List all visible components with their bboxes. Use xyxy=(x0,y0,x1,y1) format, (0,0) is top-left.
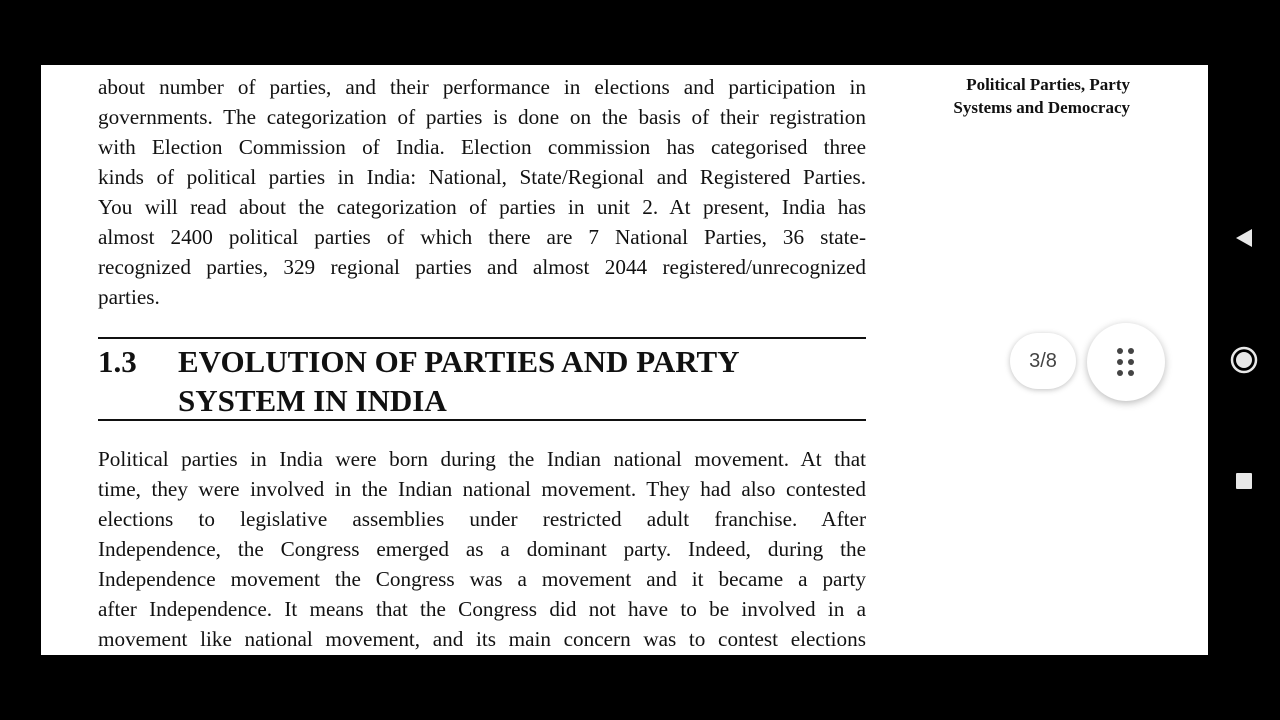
section-title xyxy=(178,342,838,420)
recents-square-icon xyxy=(1228,465,1260,497)
section-title-line-2: SYSTEM IN INDIA xyxy=(178,383,447,418)
running-head xyxy=(953,73,1130,119)
home-circle-icon xyxy=(1228,344,1260,376)
paragraph-2-line: after Independence. It means that the Congress did not have to be involved in a xyxy=(98,597,866,621)
paragraph-1-line: kinds of political parties in India: National, State/Regional and Registered Parties. xyxy=(98,165,866,189)
paragraph-2-line: Political parties in India were born during the Indian national movement. At that xyxy=(98,447,866,471)
section-rule-top xyxy=(98,337,866,339)
paragraph-1-line: governments. The categorization of parties is done on the basis of their registration xyxy=(98,105,866,129)
document-page[interactable] xyxy=(41,65,1208,655)
back-triangle-icon xyxy=(1228,222,1260,254)
drag-menu-button[interactable] xyxy=(1087,323,1165,401)
paragraph-2-line: movement like national movement, and its main concern was to contest elections xyxy=(98,627,866,651)
paragraph-2-line: time, they were involved in the Indian national movement. They had also contested xyxy=(98,477,866,501)
paragraph-1-line: parties. xyxy=(98,285,160,309)
section-rule-bottom xyxy=(98,419,866,421)
paragraph-2 xyxy=(98,444,866,654)
paragraph-1-line: about number of parties, and their performance in elections and participation in xyxy=(98,75,866,99)
paragraph-2-line: Independence movement the Congress was a movement and it became a party xyxy=(98,567,866,591)
running-head-line-2: Systems and Democracy xyxy=(953,98,1130,117)
paragraph-1-line: with Election Commission of India. Election commission has categorised three xyxy=(98,135,866,159)
recents-button[interactable] xyxy=(1228,465,1260,497)
page-indicator: 3/8 xyxy=(1010,333,1076,389)
system-nav-bar xyxy=(1208,0,1280,720)
back-button[interactable] xyxy=(1228,222,1260,254)
paragraph-1-line: almost 2400 political parties of which there are 7 National Parties, 36 state- xyxy=(98,225,866,249)
paragraph-2-line: Independence, the Congress emerged as a dominant party. Indeed, during the xyxy=(98,537,866,561)
paragraph-1-line: You will read about the categorization of parties in unit 2. At present, India has xyxy=(98,195,866,219)
paragraph-2-line: elections to legislative assemblies under restricted adult franchise. After xyxy=(98,507,866,531)
paragraph-1 xyxy=(98,72,866,312)
section-number: 1.3 xyxy=(98,344,137,379)
section-title-line-1: EVOLUTION OF PARTIES AND PARTY xyxy=(178,344,740,379)
paragraph-1-line: recognized parties, 329 regional parties and almost 2044 registered/unrecognized xyxy=(98,255,866,279)
home-button[interactable] xyxy=(1228,344,1260,376)
drag-dots-icon xyxy=(1117,348,1135,376)
running-head-line-1: Political Parties, Party xyxy=(966,75,1130,94)
